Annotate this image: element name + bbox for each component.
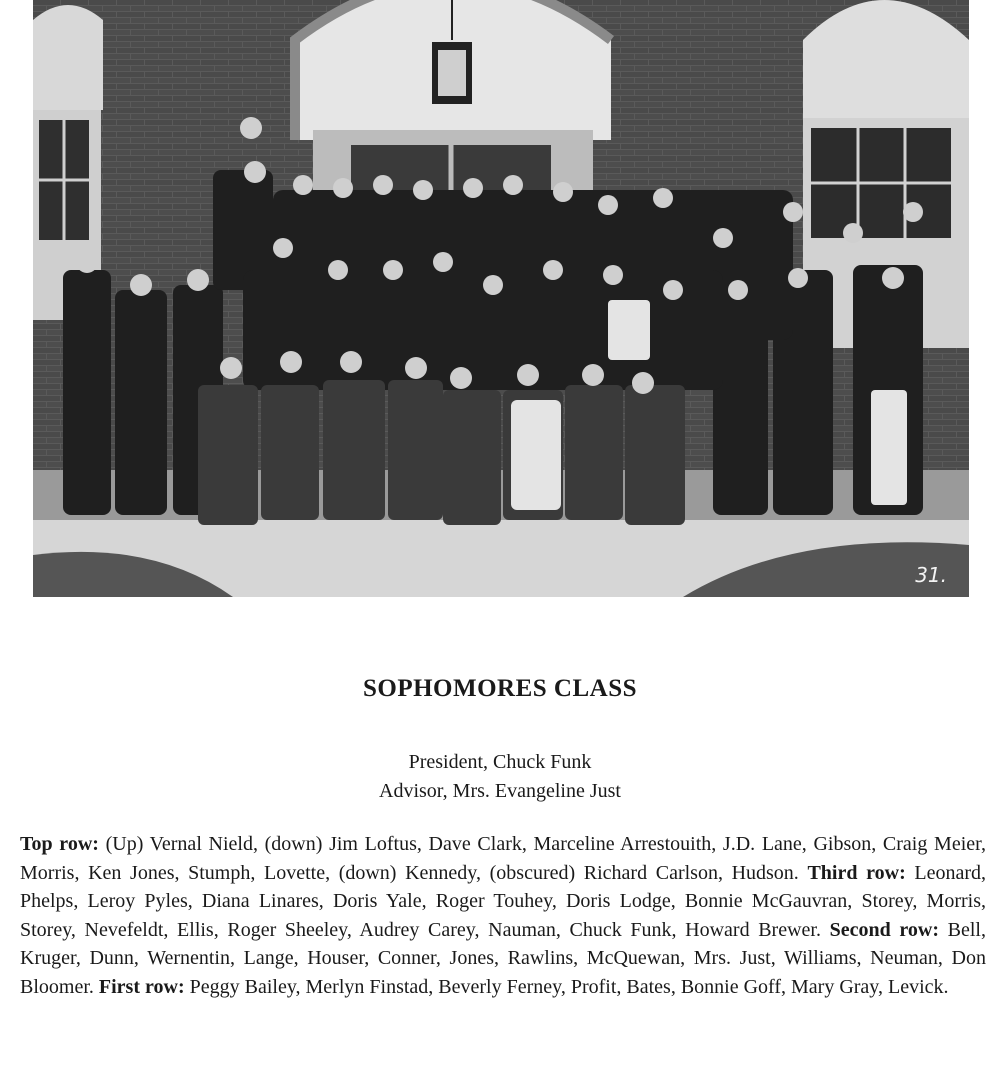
- class-title: SOPHOMORES CLASS: [362, 675, 638, 702]
- third-row-label: Third row:: [807, 861, 906, 884]
- third-row-names: Leonard, Phelps, Leroy Pyles, Diana Linares, Doris Yale, Roger Touhey, Doris Lodge, Bonnie McGauvran, Storey, Morris, Storey, Nevefeldt, Ellis, Roger Sheeley, Audrey Carey, Nauman, Chuck Funk, Howard Brewer.: [20, 861, 986, 941]
- photo-caption: [20, 830, 986, 1001]
- class-photo: [33, 0, 969, 597]
- president-line: President, Chuck Funk: [408, 751, 592, 773]
- first-row-label: First row:: [98, 975, 185, 998]
- class-photo-illustration: [33, 0, 969, 597]
- photo-page-number: 31.: [915, 563, 947, 587]
- top-row-names: (Up) Vernal Nield, (down) Jim Loftus, Dave Clark, Marceline Arrestouith, J.D. Lane, Gibson, Craig Meier, Morris, Ken Jones, Stumph, Lovette, (down) Kennedy, (obscured) Richard Carlson, Hudson.: [20, 833, 986, 884]
- class-officers: [0, 748, 1000, 806]
- top-row-label: Top row:: [20, 833, 99, 855]
- second-row-label: Second row:: [829, 918, 940, 941]
- second-row-names: Bell, Kruger, Dunn, Wernentin, Lange, Houser, Conner, Jones, Rawlins, McQuewan, Mrs. Just, Williams, Neuman, Don Bloomer.: [20, 918, 986, 998]
- advisor-line: Advisor, Mrs. Evangeline Just: [379, 780, 621, 802]
- first-row-names: Peggy Bailey, Merlyn Finstad, Beverly Ferney, Profit, Bates, Bonnie Goff, Mary Gray, Levick.: [184, 975, 949, 998]
